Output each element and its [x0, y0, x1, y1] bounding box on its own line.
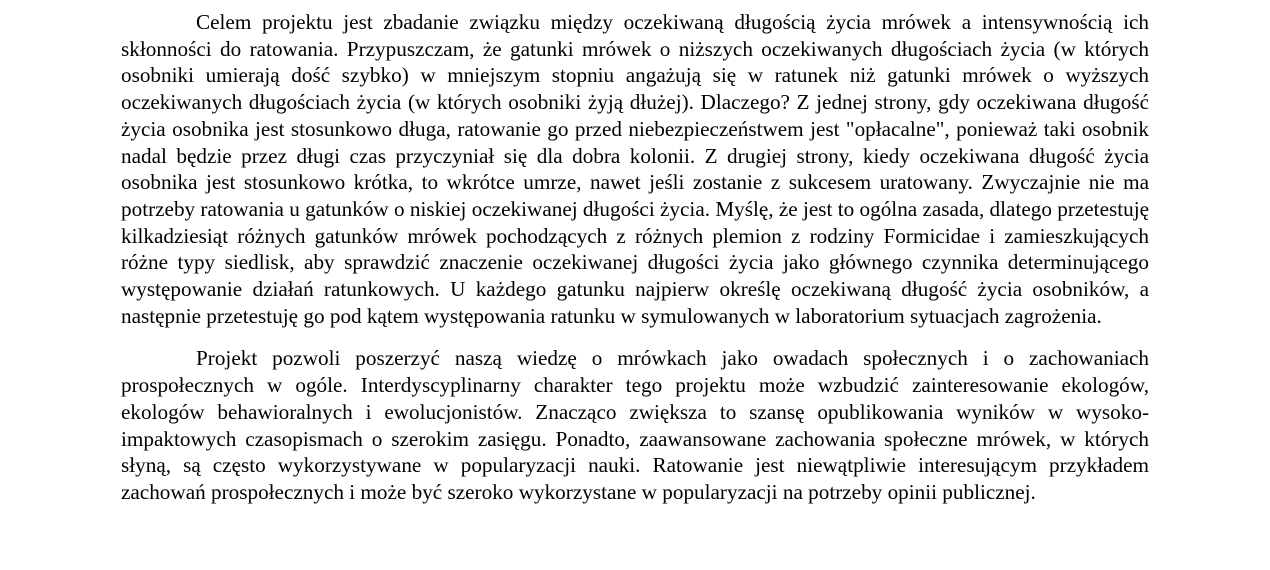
paragraph-project-aim: Celem projektu jest zbadanie związku między oczekiwaną długością życia mrówek a intensywnością ich skłonności do ratowania. Przypuszczam, że gatunki mrówek o niższych oczekiwanych długościach życia (w których osobniki umierają dość szybko) w mniejszym stopniu angażują się w ratunek niż gatunki mrówek o wyższych oczekiwanych długościach życia (w których osobniki żyją dłużej). Dlaczego? Z jednej strony, gdy oczekiwana długość życia osobnika jest stosunkowo długa, ratowanie go przed niebezpieczeństwem jest "opłacalne", ponieważ taki osobnik nadal będzie przez długi czas przyczyniał się dla dobra kolonii. Z drugiej strony, kiedy oczekiwana długość życia osobnika jest stosunkowo krótka, to wkrótce umrze, nawet jeśli zostanie z sukcesem uratowany. Zwyczajnie nie ma potrzeby ratowania u gatunków o niskiej oczekiwanej długości życia. Myślę, że jest to ogólna zasada, dlatego przetestuję kilkadziesiąt różnych gatunków mrówek pochodzących z różnych plemion z rodziny Formicidae i zamieszkujących różne typy siedlisk, aby sprawdzić znaczenie oczekiwanej długości życia jako głównego czynnika determinującego występowanie działań ratunkowych. U każdego gatunku najpierw określę oczekiwaną długość życia osobników, a następnie przetestuję go pod kątem występowania ratunku w symulowanych w laboratorium sytuacjach zagrożenia.: [121, 10, 1149, 328]
document-page: [121, 9, 1149, 506]
paragraph-project-impact: Projekt pozwoli poszerzyć naszą wiedzę o mrówkach jako owadach społecznych i o zachowaniach prospołecznych w ogóle. Interdyscyplinarny charakter tego projektu może wzbudzić zainteresowanie ekologów, ekologów behawioralnych i ewolucjonistów. Znacząco zwiększa to szansę opublikowania wyników w wysoko-impaktowych czasopismach o szerokim zasięgu. Ponadto, zaawansowane zachowania społeczne mrówek, w których słyną, są często wykorzystywane w popularyzacji nauki. Ratowanie jest niewątpliwie interesującym przykładem zachowań prospołecznych i może być szeroko wykorzystane w popularyzacji na potrzeby opinii publicznej.: [121, 346, 1149, 504]
